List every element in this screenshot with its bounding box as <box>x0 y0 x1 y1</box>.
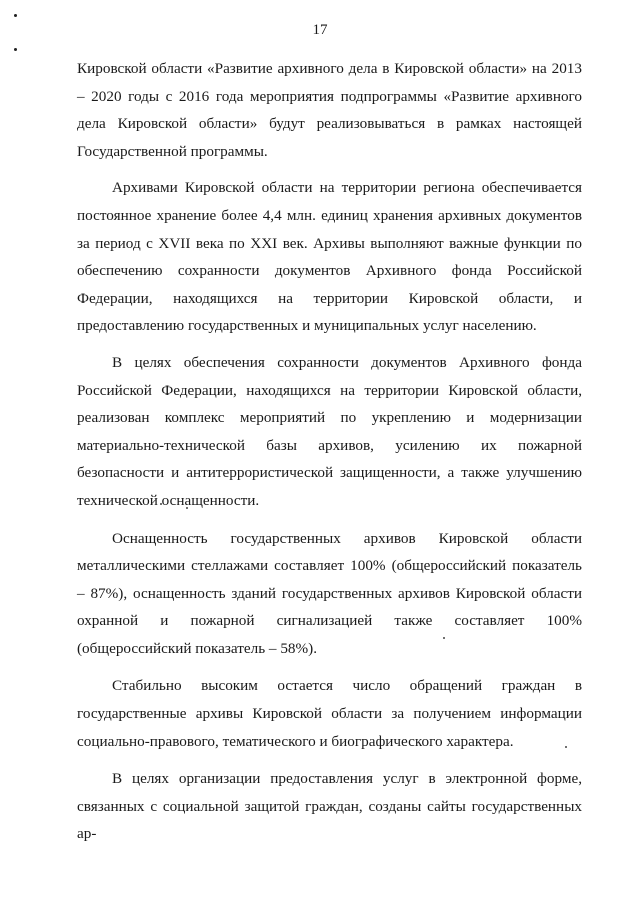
document-body <box>77 55 582 848</box>
paragraph-equipment-rates: Оснащенность государственных архивов Кировской области металлическими стеллажами составляет 100% (общероссийский показатель – 87%), оснащенность зданий государственных архивов Кировской области охранной и пожарной сигнализацией также составляет 100% (общероссийский показатель – 58%). <box>77 529 582 657</box>
paragraph-electronic-services: В целях организации предоставления услуг в электронной форме, связанных с социальной защитой граждан, созданы сайты государственных ар- <box>77 770 582 843</box>
paragraph-archives-storage: Архивами Кировской области на территории региона обеспечивается постоянное хранение более 4,4 млн. единиц хранения архивных документов за период с XVII века по XXI век. Архивы выполняют важные функции по обеспечению сохранности документов Архивного фонда Российской Федерации, находящихся на территории Кировской области, и предоставлению государственных и муниципальных услуг населению. <box>77 179 582 335</box>
paragraph-preservation-measures: В целях обеспечения сохранности документов Архивного фонда Российской Федерации, находящихся на территории Кировской области, реализован комплекс мероприятий по укреплению и модернизации материально-технической базы архивов, усилению их пожарной безопасности и антитеррористической защищенности, а также улучшению технической оснащенности. <box>77 353 582 509</box>
paragraph-continuation: Кировской области «Развитие архивного дела в Кировской области» на 2013 – 2020 годы с 2016 года мероприятия подпрограммы «Развитие архивного дела Кировской области» будут реализовываться в рамках настоящей Государственной программы. <box>77 60 582 160</box>
scan-mark <box>14 14 17 17</box>
paragraph-citizen-requests: Стабильно высоким остается число обращений граждан в государственные архивы Кировской области за получением информации социально-правового, тематического и биографического характера. <box>77 677 582 750</box>
scan-mark <box>14 48 17 51</box>
page-number: 17 <box>312 22 328 38</box>
